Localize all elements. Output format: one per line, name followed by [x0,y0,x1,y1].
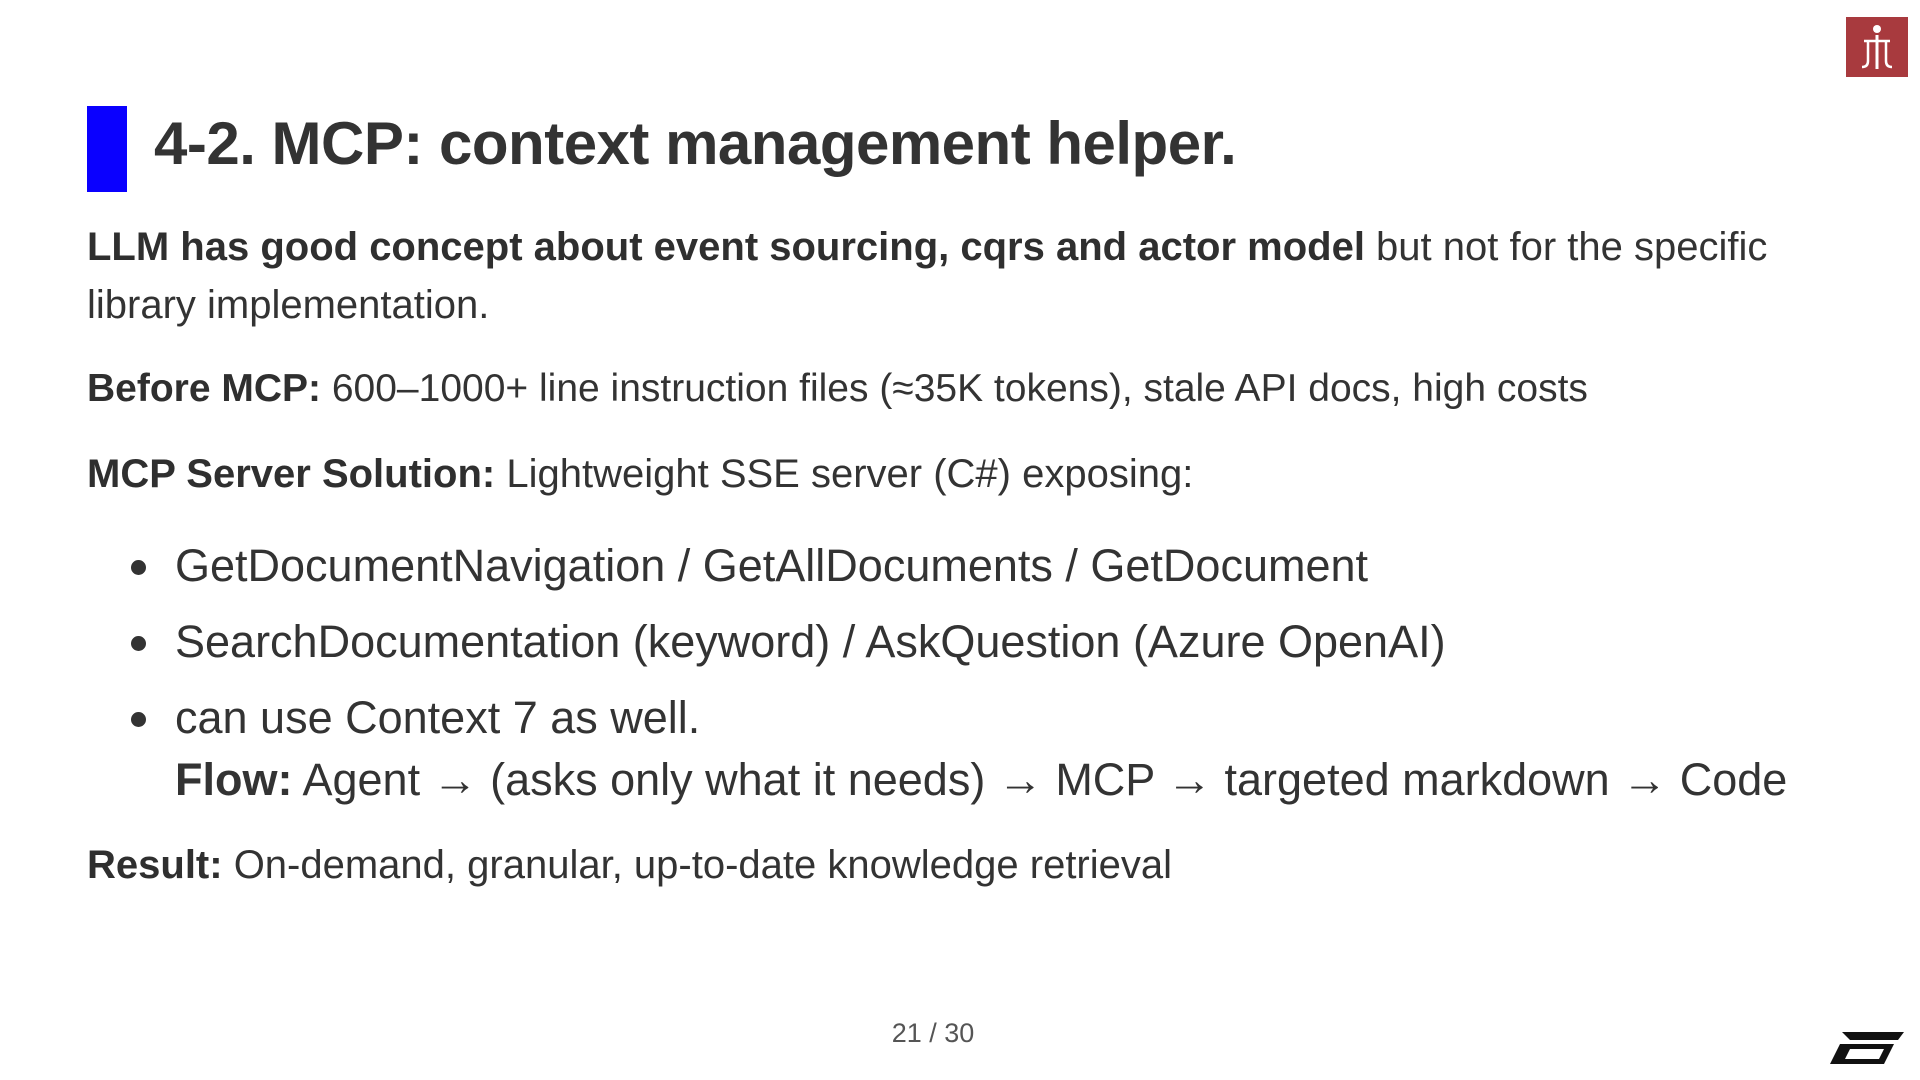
list-item-text: GetDocumentNavigation / GetAllDocuments / GetDocument [175,540,1369,591]
intro-paragraph [87,218,1767,334]
list-item [87,680,1446,756]
bullet-icon [131,636,146,651]
brand-logo-icon [1828,1028,1906,1068]
bullet-icon [131,712,146,727]
intro-text-line2: library implementation. [87,283,490,327]
before-mcp-text: 600–1000+ line instruction files (≈35K tokens), stale API docs, high costs [321,367,1588,410]
bullet-icon [131,560,146,575]
intro-bold-text: LLM has good concept about event sourcing, cqrs and actor model [87,225,1365,269]
solution-label: MCP Server Solution: [87,452,496,496]
list-item [87,528,1446,604]
result-paragraph [87,836,1172,894]
list-item-text: can use Context 7 as well. [175,692,701,743]
before-mcp-label: Before MCP: [87,367,322,410]
result-text: On-demand, granular, up-to-date knowledge retrieval [222,843,1173,887]
before-mcp-paragraph [87,360,1588,418]
page-number: 21 / 30 [891,1018,975,1048]
list-item [87,604,1446,680]
flow-line [175,750,1787,810]
solution-text: Lightweight SSE server (C#) exposing: [495,452,1194,496]
tool-list [87,528,1446,756]
slide-title: 4-2. MCP: context management helper. [154,110,1237,177]
list-item-text: SearchDocumentation (keyword) / AskQuestion (Azure OpenAI) [175,616,1446,667]
flow-label: Flow: [175,754,293,805]
flow-text: Agent → (asks only what it needs) → MCP → targeted markdown → Code [292,754,1788,805]
university-logo-icon [1846,17,1908,77]
solution-paragraph [87,445,1193,503]
intro-text: but not for the specific [1364,225,1768,269]
title-accent-bar [87,106,127,192]
result-label: Result: [87,843,223,887]
